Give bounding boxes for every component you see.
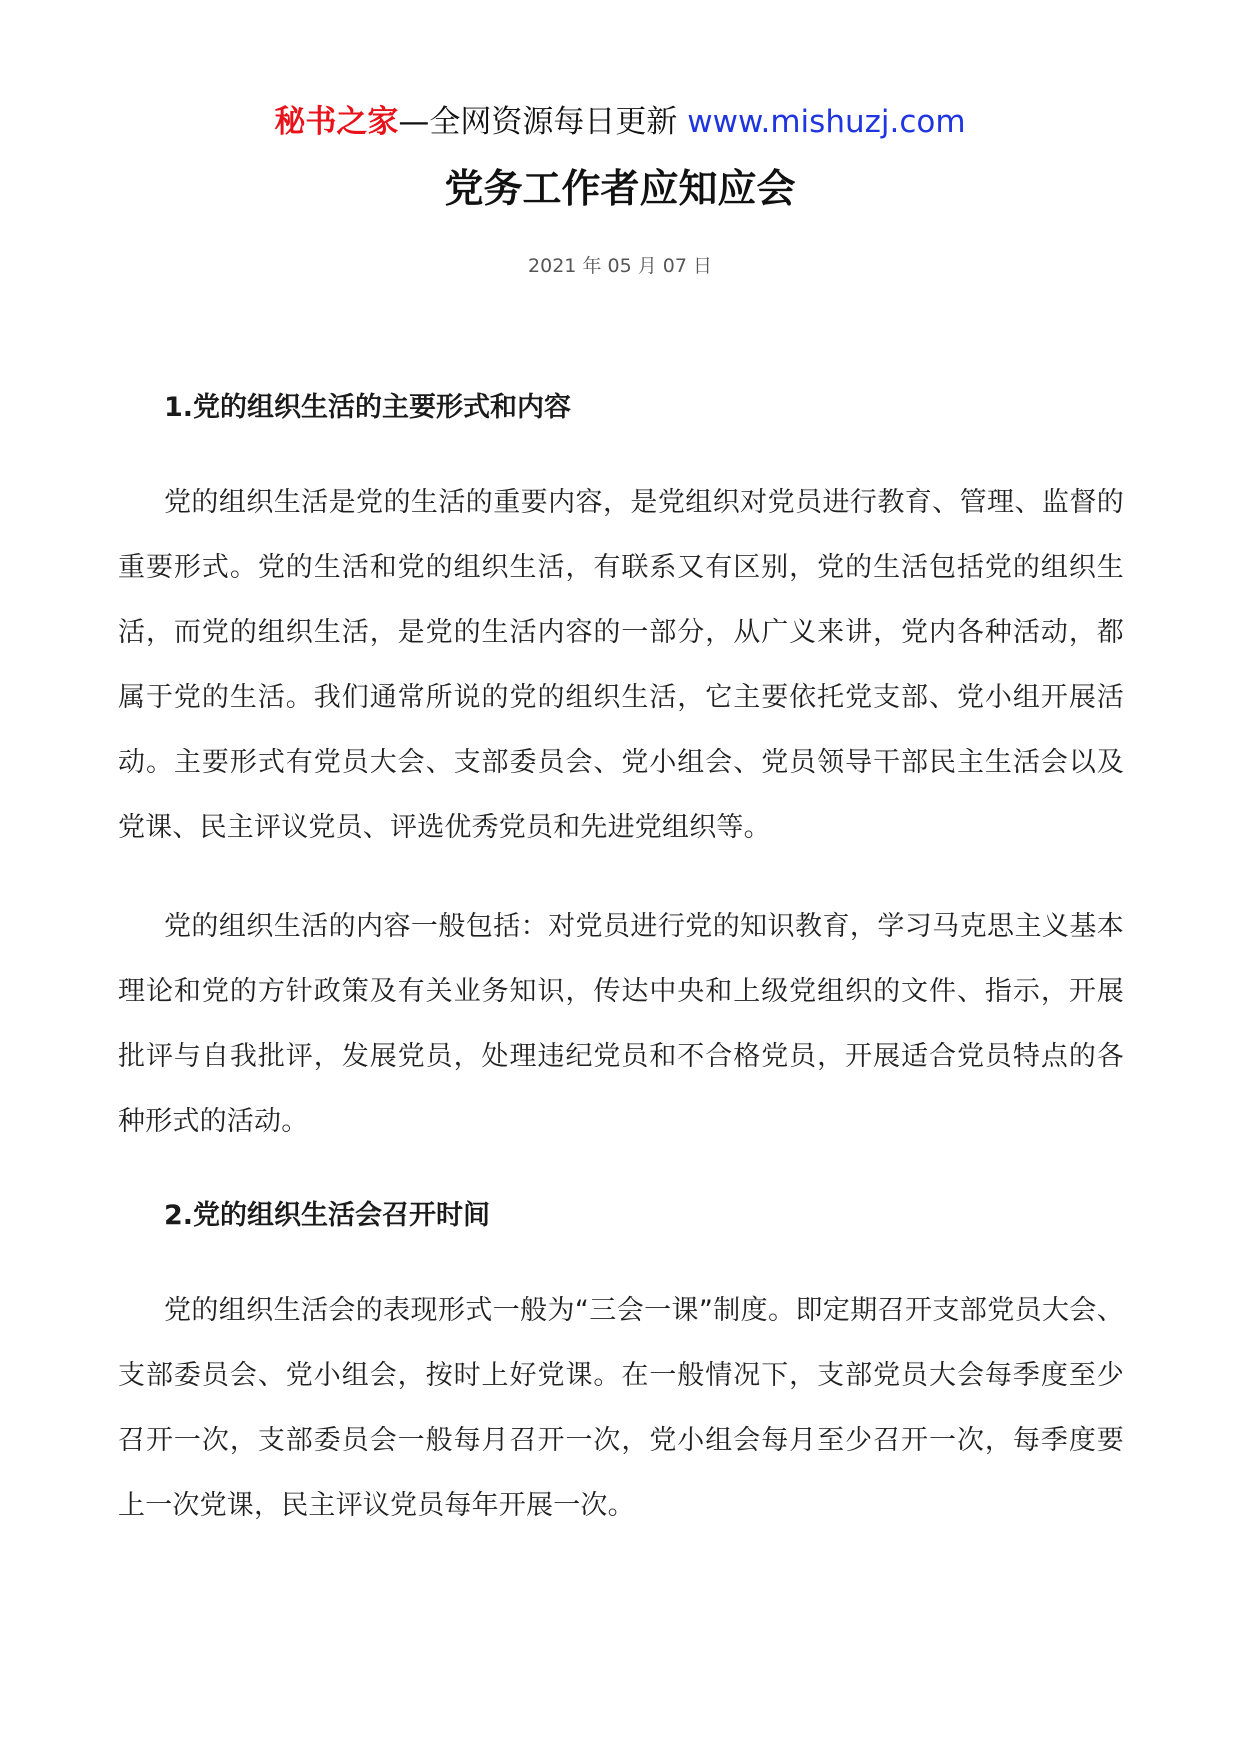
section-paragraph: 党的组织生活的内容一般包括：对党员进行党的知识教育，学习马克思主义基本理论和党的方针政策及有关业务知识，传达中央和上级党组织的文件、指示，开展批评与自我批评，发展党员，处理违纪党员和不合格党员，开展适合党员特点的各种形式的活动。 <box>118 911 1124 1137</box>
section-paragraph: 党的组织生活会的表现形式一般为“三会一课”制度。即定期召开支部党员大会、支部委员会、党小组会，按时上好党课。在一般情况下，支部党员大会每季度至少召开一次，支部委员会一般每月召开一次，党小组会每月至少召开一次，每季度要上一次党课，民主评议党员每年开展一次。 <box>118 1295 1124 1521</box>
site-name: 秘书之家 <box>274 104 399 140</box>
document-date: 2021 年 05 月 07 日 <box>528 255 712 277</box>
section-heading: 1.党的组织生活的主要形式和内容 <box>164 392 572 423</box>
site-url-link[interactable]: www.mishuzj.com <box>687 104 966 140</box>
section-heading: 2.党的组织生活会召开时间 <box>164 1200 491 1231</box>
site-tagline: —全网资源每日更新 <box>398 104 678 140</box>
section-2 <box>118 1188 1124 1538</box>
section-paragraph: 党的组织生活是党的生活的重要内容，是党组织对党员进行教育、管理、监督的重要形式。党的生活和党的组织生活，有联系又有区别，党的生活包括党的组织生活，而党的组织生活，是党的生活内容的一部分，从广义来讲，党内各种活动，都属于党的生活。我们通常所说的党的组织生活，它主要依托党支部、党小组开展活动。主要形式有党员大会、支部委员会、党小组会、党员领导干部民主生活会以及党课、民主评议党员、评选优秀党员和先进党组织等。 <box>118 487 1124 843</box>
document-title: 党务工作者应知应会 <box>444 167 796 212</box>
section-1 <box>118 380 1124 1154</box>
document-body <box>118 380 1124 1572</box>
site-header <box>0 100 1240 144</box>
